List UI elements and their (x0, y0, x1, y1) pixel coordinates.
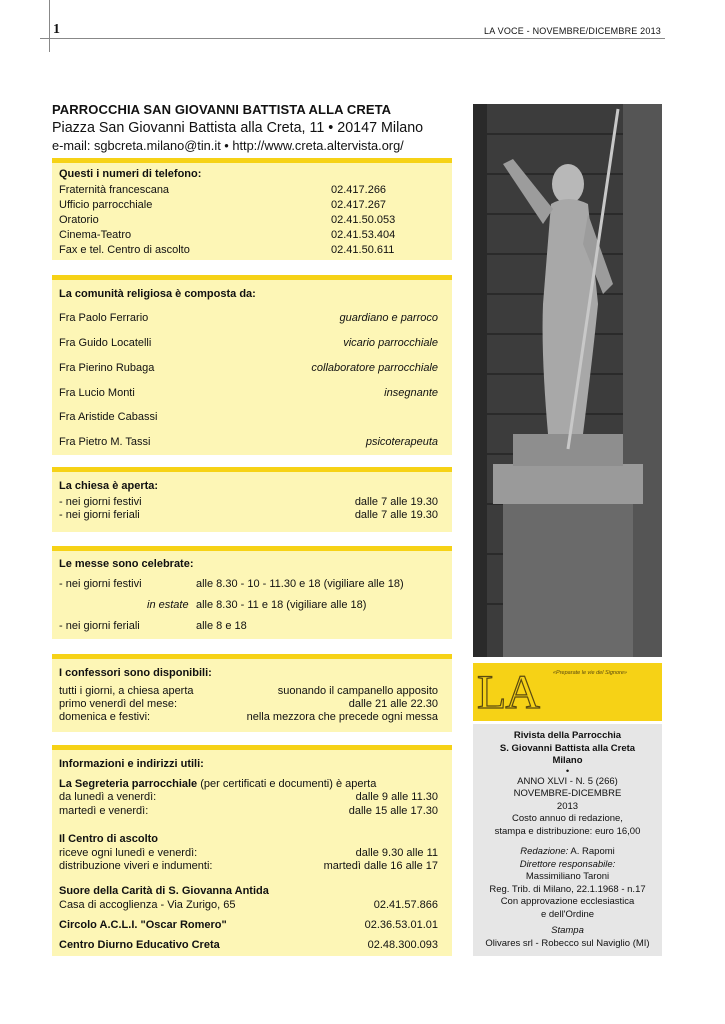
parish-title: PARROCCHIA SAN GIOVANNI BATTISTA ALLA CRETA (52, 102, 392, 117)
phones-box (52, 158, 452, 260)
acli-row: Circolo A.C.L.I. "Oscar Romero" 02.36.53.01.01 (59, 919, 438, 931)
parish-address: Piazza San Giovanni Battista alla Creta, 11 • 20147 Milano (52, 120, 424, 136)
mass-row: - nei giorni festivi alle 8.30 - 10 - 11.30 e 18 (vigiliare alle 18) (59, 578, 404, 590)
masses-heading: Le messe sono celebrate: (59, 558, 194, 570)
masthead-line: Rivista della Parrocchia (513, 730, 622, 741)
masthead-approv: Con approvazione ecclesiastica (500, 896, 635, 907)
community-row: Fra Guido Locatelli vicario parrocchiale (59, 337, 438, 349)
confessor-row: primo venerdì del mese: dalle 21 alle 22.30 (59, 698, 438, 710)
centro-title: Il Centro di ascolto (59, 833, 159, 845)
confessors-box (52, 654, 452, 732)
page-number: 1 (53, 22, 60, 37)
phones-heading: Questi i numeri di telefono: (59, 168, 202, 180)
masthead-bullet: • (565, 765, 570, 777)
masthead-anno: ANNO XLVI - N. 5 (266) (517, 775, 618, 787)
masthead-stampa: Olivares srl - Robecco sul Naviglio (MI) (485, 937, 650, 949)
confessors-heading: I confessori sono disponibili: (59, 667, 212, 679)
masthead-costo: Costo annuo di redazione, (512, 813, 623, 824)
community-row: Fra Lucio Monti insegnante (59, 387, 438, 399)
mass-row: - nei giorni feriali alle 8 e 18 (59, 620, 247, 632)
masthead-months: NOVEMBRE-DICEMBRE (513, 788, 622, 799)
church-heading: La chiesa è aperta: (59, 480, 159, 492)
community-box (52, 275, 452, 455)
church-box (52, 467, 452, 532)
confessor-row: domenica e festivi: nella mezzora che precede ogni messa (59, 711, 438, 723)
info-row: riceve ogni lunedì e venerdì: dalle 9.30 alle 11 (59, 847, 438, 859)
info-box (52, 745, 452, 956)
community-heading: La comunità religiosa è composta da: (59, 288, 256, 300)
masthead-line: S. Giovanni Battista alla Creta (499, 742, 636, 754)
segreteria-title: La Segreteria parrocchiale (per certificati e documenti) è aperta (59, 778, 377, 790)
masthead-costo: stampa e distribuzione: euro 16,00 (494, 825, 641, 837)
confessor-row: tutti i giorni, a chiesa aperta suonando il campanello apposito (59, 685, 438, 697)
info-row: martedì e venerdì: dalle 15 alle 17.30 (59, 805, 438, 817)
la-voce-logo (473, 663, 662, 721)
info-row: da lunedì a venerdì: dalle 9 alle 11.30 (59, 791, 438, 803)
community-row: Fra Aristide Cabassi (59, 411, 158, 423)
community-row: Fra Pierino Rubaga collaboratore parrocchiale (59, 362, 438, 374)
masthead-reg: Reg. Trib. di Milano, 22.1.1968 - n.17 (489, 883, 646, 895)
info-heading: Informazioni e indirizzi utili: (59, 758, 204, 770)
masthead-year: 2013 (556, 800, 579, 812)
masses-box (52, 546, 452, 639)
info-row: distribuzione viveri e indumenti: martedì dalle 16 alle 17 (59, 860, 438, 872)
masthead-direttore: Massimiliano Taroni (525, 871, 610, 882)
header-rule (40, 38, 665, 39)
masthead-stampa-label: Stampa (551, 925, 584, 936)
masthead-direttore-label: Direttore responsabile: (519, 858, 616, 870)
running-title: LA VOCE - NOVEMBRE/DICEMBRE 2013 (484, 26, 661, 36)
community-row: Fra Pietro M. Tassi psicoterapeuta (59, 436, 438, 448)
phone-row: Fax e tel. Centro di ascolto 02.41.50.611 (59, 244, 395, 256)
mass-row: in estate alle 8.30 - 11 e 18 (vigiliare alle 18) (147, 599, 367, 611)
phone-row: Ufficio parrocchiale 02.417.267 (59, 199, 387, 211)
church-row: - nei giorni feriali dalle 7 alle 19.30 (59, 509, 438, 521)
phone-row: Cinema-Teatro 02.41.53.404 (59, 229, 396, 241)
header-vertical-rule (49, 0, 50, 52)
info-row: Casa di accoglienza - Via Zurigo, 65 02.41.57.866 (59, 899, 438, 911)
statue-photo (473, 104, 662, 657)
logo-text: LA (477, 666, 537, 719)
masthead-line: Milano (552, 755, 583, 766)
church-row: - nei giorni festivi dalle 7 alle 19.30 (59, 496, 438, 508)
masthead (473, 724, 662, 956)
masthead-approv: e dell'Ordine (540, 908, 595, 920)
community-row: Fra Paolo Ferrario guardiano e parroco (59, 312, 438, 324)
masthead-redazione: Redazione: A. Rapomi (520, 846, 615, 857)
parish-contacts: e-mail: sgbcreta.milano@tin.it • http://www.creta.altervista.org/ (52, 138, 404, 153)
phone-row: Fraternità francescana 02.417.266 (59, 184, 387, 196)
phone-row: Oratorio 02.41.50.053 (59, 214, 396, 226)
logo-tagline: «Preparate le vie del Signore» (553, 670, 627, 676)
suore-title: Suore della Carità di S. Giovanna Antida (59, 885, 269, 897)
diurno-row: Centro Diurno Educativo Creta 02.48.300.093 (59, 939, 438, 951)
